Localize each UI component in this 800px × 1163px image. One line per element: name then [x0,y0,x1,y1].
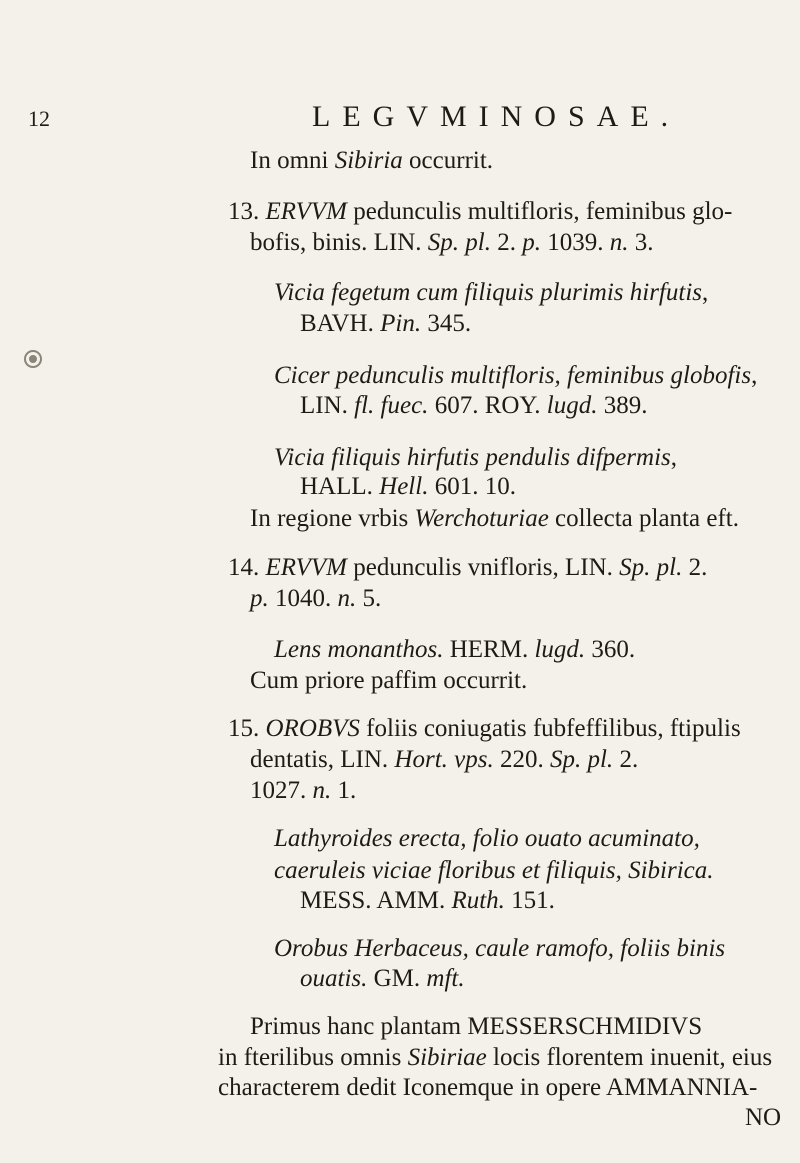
text-line [228,555,707,580]
italic-segment: p. [522,229,541,256]
roman-segment: 607. ROY. [428,392,547,419]
italic-segment: lugd. [534,636,586,663]
roman-segment: MESS. AMM. [300,887,452,914]
roman-segment: , [751,362,758,389]
text-line [274,936,725,961]
roman-segment: pedunculis multifloris, feminibus glo- [346,198,733,225]
italic-segment: n. [337,585,357,612]
text-line [274,858,714,883]
roman-segment: 2. [682,554,708,581]
italic-segment: Vicia filiquis hirfutis pendulis difpermis [274,444,671,471]
page-number: 12 [28,106,50,131]
text-line [274,445,677,470]
roman-segment: Cum priore paffim occurrit. [250,667,528,694]
text-line [300,888,555,913]
italic-segment: Sibiria [334,147,403,174]
roman-segment: characterem dedit Iconemque in opere AMMANNIA- [218,1074,758,1101]
italic-segment: Lathyroides erecta, folio ouato acuminato, [274,825,700,852]
text-line [250,230,653,255]
italic-segment: Hell. [379,473,429,500]
italic-segment: ERVVM [265,554,347,581]
roman-segment: bofis, binis. LIN. [250,229,428,256]
italic-segment: Sp. pl. [427,229,491,256]
roman-segment: HALL. [300,473,380,500]
italic-segment: fl. fuec. [354,392,429,419]
roman-segment: In omni [250,147,335,174]
italic-segment: lugd. [546,392,598,419]
margin-stamp-icon [24,350,42,368]
roman-segment: 389. [597,392,648,419]
running-title: LEGVMINOSAE. [312,100,681,133]
text-line [745,1105,781,1130]
roman-segment: 360. [585,636,636,663]
italic-segment: n. [609,229,629,256]
roman-segment: 1. [331,777,357,804]
italic-segment: mft. [426,965,465,992]
roman-segment: occurrit. [402,147,494,174]
text-line [274,637,635,662]
text-line [300,393,647,418]
italic-segment: Sp. pl. [619,554,683,581]
roman-segment: 151. [504,887,555,914]
italic-segment: Ruth. [451,887,505,914]
roman-segment: HERM. [443,636,535,663]
roman-segment: 1027. [250,777,313,804]
italic-segment: Hort. vps. [394,746,494,773]
roman-segment: 15. [228,715,266,742]
text-line [300,474,516,499]
italic-segment: Sibiriae [407,1044,487,1071]
italic-segment: Lens monanthos. [274,636,444,663]
roman-segment: 3. [628,229,654,256]
italic-segment: Cicer pedunculis multifloris, feminibus globofis [274,362,752,389]
roman-segment: 13. [228,198,266,225]
text-line [274,826,700,851]
roman-segment: in fterilibus omnis [218,1044,408,1071]
roman-segment: dentatis, LIN. [250,746,395,773]
italic-segment: OROBVS [265,715,360,742]
text-line [300,966,465,991]
italic-segment: Orobus Herbaceus, caule ramofo, foliis binis [274,935,726,962]
text-line [300,311,471,336]
roman-segment: locis florentem inuenit, eius [486,1044,773,1071]
italic-segment: p. [250,585,269,612]
italic-segment: n. [312,777,332,804]
roman-segment: GM. [367,965,427,992]
italic-segment: Vicia fegetum cum filiquis plurimis hirfutis [274,279,702,306]
roman-segment: pedunculis vnifloris, LIN. [346,554,620,581]
italic-segment: Pin. [380,310,422,337]
text-line [218,1045,772,1070]
roman-segment: 14. [228,554,266,581]
italic-segment: ERVVM [265,198,347,225]
roman-segment: foliis coniugatis fubfeffilibus, ftipulis [359,715,741,742]
roman-segment: 5. [356,585,382,612]
roman-segment: BAVH. [300,310,381,337]
roman-segment: 2. [613,746,639,773]
text-line [250,668,527,693]
roman-segment: 220. [493,746,550,773]
italic-segment: Sp. pl. [549,746,614,773]
text-line [250,778,356,803]
roman-segment: 345. [421,310,472,337]
roman-segment: 601. 10. [428,473,516,500]
roman-segment: 2. [490,229,523,256]
italic-segment: caeruleis viciae floribus et filiquis, Sibirica. [274,857,714,884]
text-line [250,747,638,772]
roman-segment: NO [745,1104,782,1131]
italic-segment: Werchoturiae [414,505,549,532]
roman-segment: 1039. [540,229,610,256]
text-line [250,586,381,611]
text-line [274,363,757,388]
text-line [228,199,732,224]
text-line [250,1014,702,1039]
text-line [274,280,708,305]
roman-segment: , [670,444,678,471]
text-line [218,1075,757,1100]
roman-segment: In regione vrbis [250,505,415,532]
roman-segment: , [702,279,709,306]
text-line [250,506,739,531]
italic-segment: ouatis. [300,965,368,992]
roman-segment: Primus hanc plantam MESSERSCHMIDIVS [250,1013,703,1040]
roman-segment: collecta planta eft. [548,505,739,532]
roman-segment: LIN. [300,392,355,419]
text-line [228,716,741,741]
roman-segment: 1040. [268,585,338,612]
text-line [250,148,493,173]
